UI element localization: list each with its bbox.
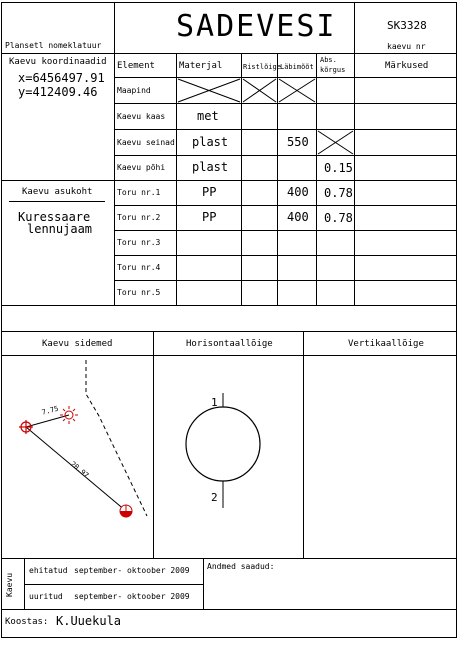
row-diameter: 400 xyxy=(287,210,309,224)
pipe-1-label: 1 xyxy=(211,396,218,409)
row-element: Kaevu põhi xyxy=(117,163,166,172)
built-label: ehitatud xyxy=(29,566,68,575)
row-diameter: 550 xyxy=(287,135,309,149)
header-notes: Märkused xyxy=(385,61,429,71)
built-value: september- oktoober 2009 xyxy=(74,566,190,575)
location-line-1: Kuressaare xyxy=(18,210,91,224)
header-material: Materjal xyxy=(179,61,223,71)
row-element: Toru nr.3 xyxy=(117,238,161,247)
row-element: Toru nr.5 xyxy=(117,288,161,297)
section-ties: Kaevu sidemed xyxy=(42,339,113,349)
row-element: Toru nr.1 xyxy=(117,188,161,197)
row-element: Kaevu seinad xyxy=(117,138,175,147)
horizontal-section-sketch xyxy=(154,356,303,558)
row-material: PP xyxy=(202,185,217,199)
document-title: SADEVESI xyxy=(176,9,337,44)
nomenclature-label: Plansetl nomeklatuur xyxy=(5,41,102,50)
reference-point-marker xyxy=(19,420,33,434)
well-marker xyxy=(120,505,132,517)
ties-sketch xyxy=(2,356,153,558)
header-abs-height-1: Abs. xyxy=(320,56,337,64)
row-abs-height: 0.15 xyxy=(324,161,353,175)
author-name: K.Uuekula xyxy=(56,614,122,628)
header-cross-section: Ristlõige xyxy=(243,63,281,71)
row-element: Maapind xyxy=(117,86,151,95)
row-element: Toru nr.4 xyxy=(117,263,161,272)
row-material: plast xyxy=(192,160,229,174)
row-element: Kaevu kaas xyxy=(117,112,166,121)
coordinate-x: x=6456497.91 xyxy=(18,71,105,85)
data-source-label: Andmed saadud: xyxy=(207,562,275,571)
row-abs-height: 0.78 xyxy=(324,211,353,225)
location-label: Kaevu asukoht xyxy=(22,187,93,197)
surveyed-value: september- oktoober 2009 xyxy=(74,592,190,601)
road-edge-line xyxy=(86,360,147,516)
row-element: Toru nr.2 xyxy=(117,213,161,222)
well-number-label: kaevu nr xyxy=(387,42,426,51)
row-material: PP xyxy=(202,210,217,224)
coordinates-label: Kaevu koordinaadid xyxy=(9,57,107,67)
pipe-2-label: 2 xyxy=(211,491,218,504)
location-line-2: lennujaam xyxy=(27,222,93,236)
coordinate-y: y=412409.46 xyxy=(18,85,98,99)
tie-line-1 xyxy=(26,415,69,427)
surveyed-label: uuritud xyxy=(29,592,63,601)
section-vertical: Vertikaallõige xyxy=(348,339,424,349)
row-material: met xyxy=(197,109,219,123)
side-label: Kaevu xyxy=(5,572,14,597)
row-diameter: 400 xyxy=(287,185,309,199)
section-horizontal: Horisontaallõige xyxy=(186,339,273,349)
row-abs-height: 0.78 xyxy=(324,186,353,200)
header-element: Element xyxy=(117,61,155,71)
header-abs-height-2: kõrgus xyxy=(320,66,346,74)
header-diameter: Läbimõõt xyxy=(280,63,314,71)
row-material: plast xyxy=(192,135,229,149)
tie-distance-1: 7.75 xyxy=(41,404,60,417)
well-outline-circle xyxy=(186,407,260,481)
tie-distance-2: 20.97 xyxy=(68,460,91,480)
author-label: Koostas: xyxy=(5,617,49,627)
location-label-underline xyxy=(9,201,105,202)
well-number: SK3328 xyxy=(387,19,427,32)
